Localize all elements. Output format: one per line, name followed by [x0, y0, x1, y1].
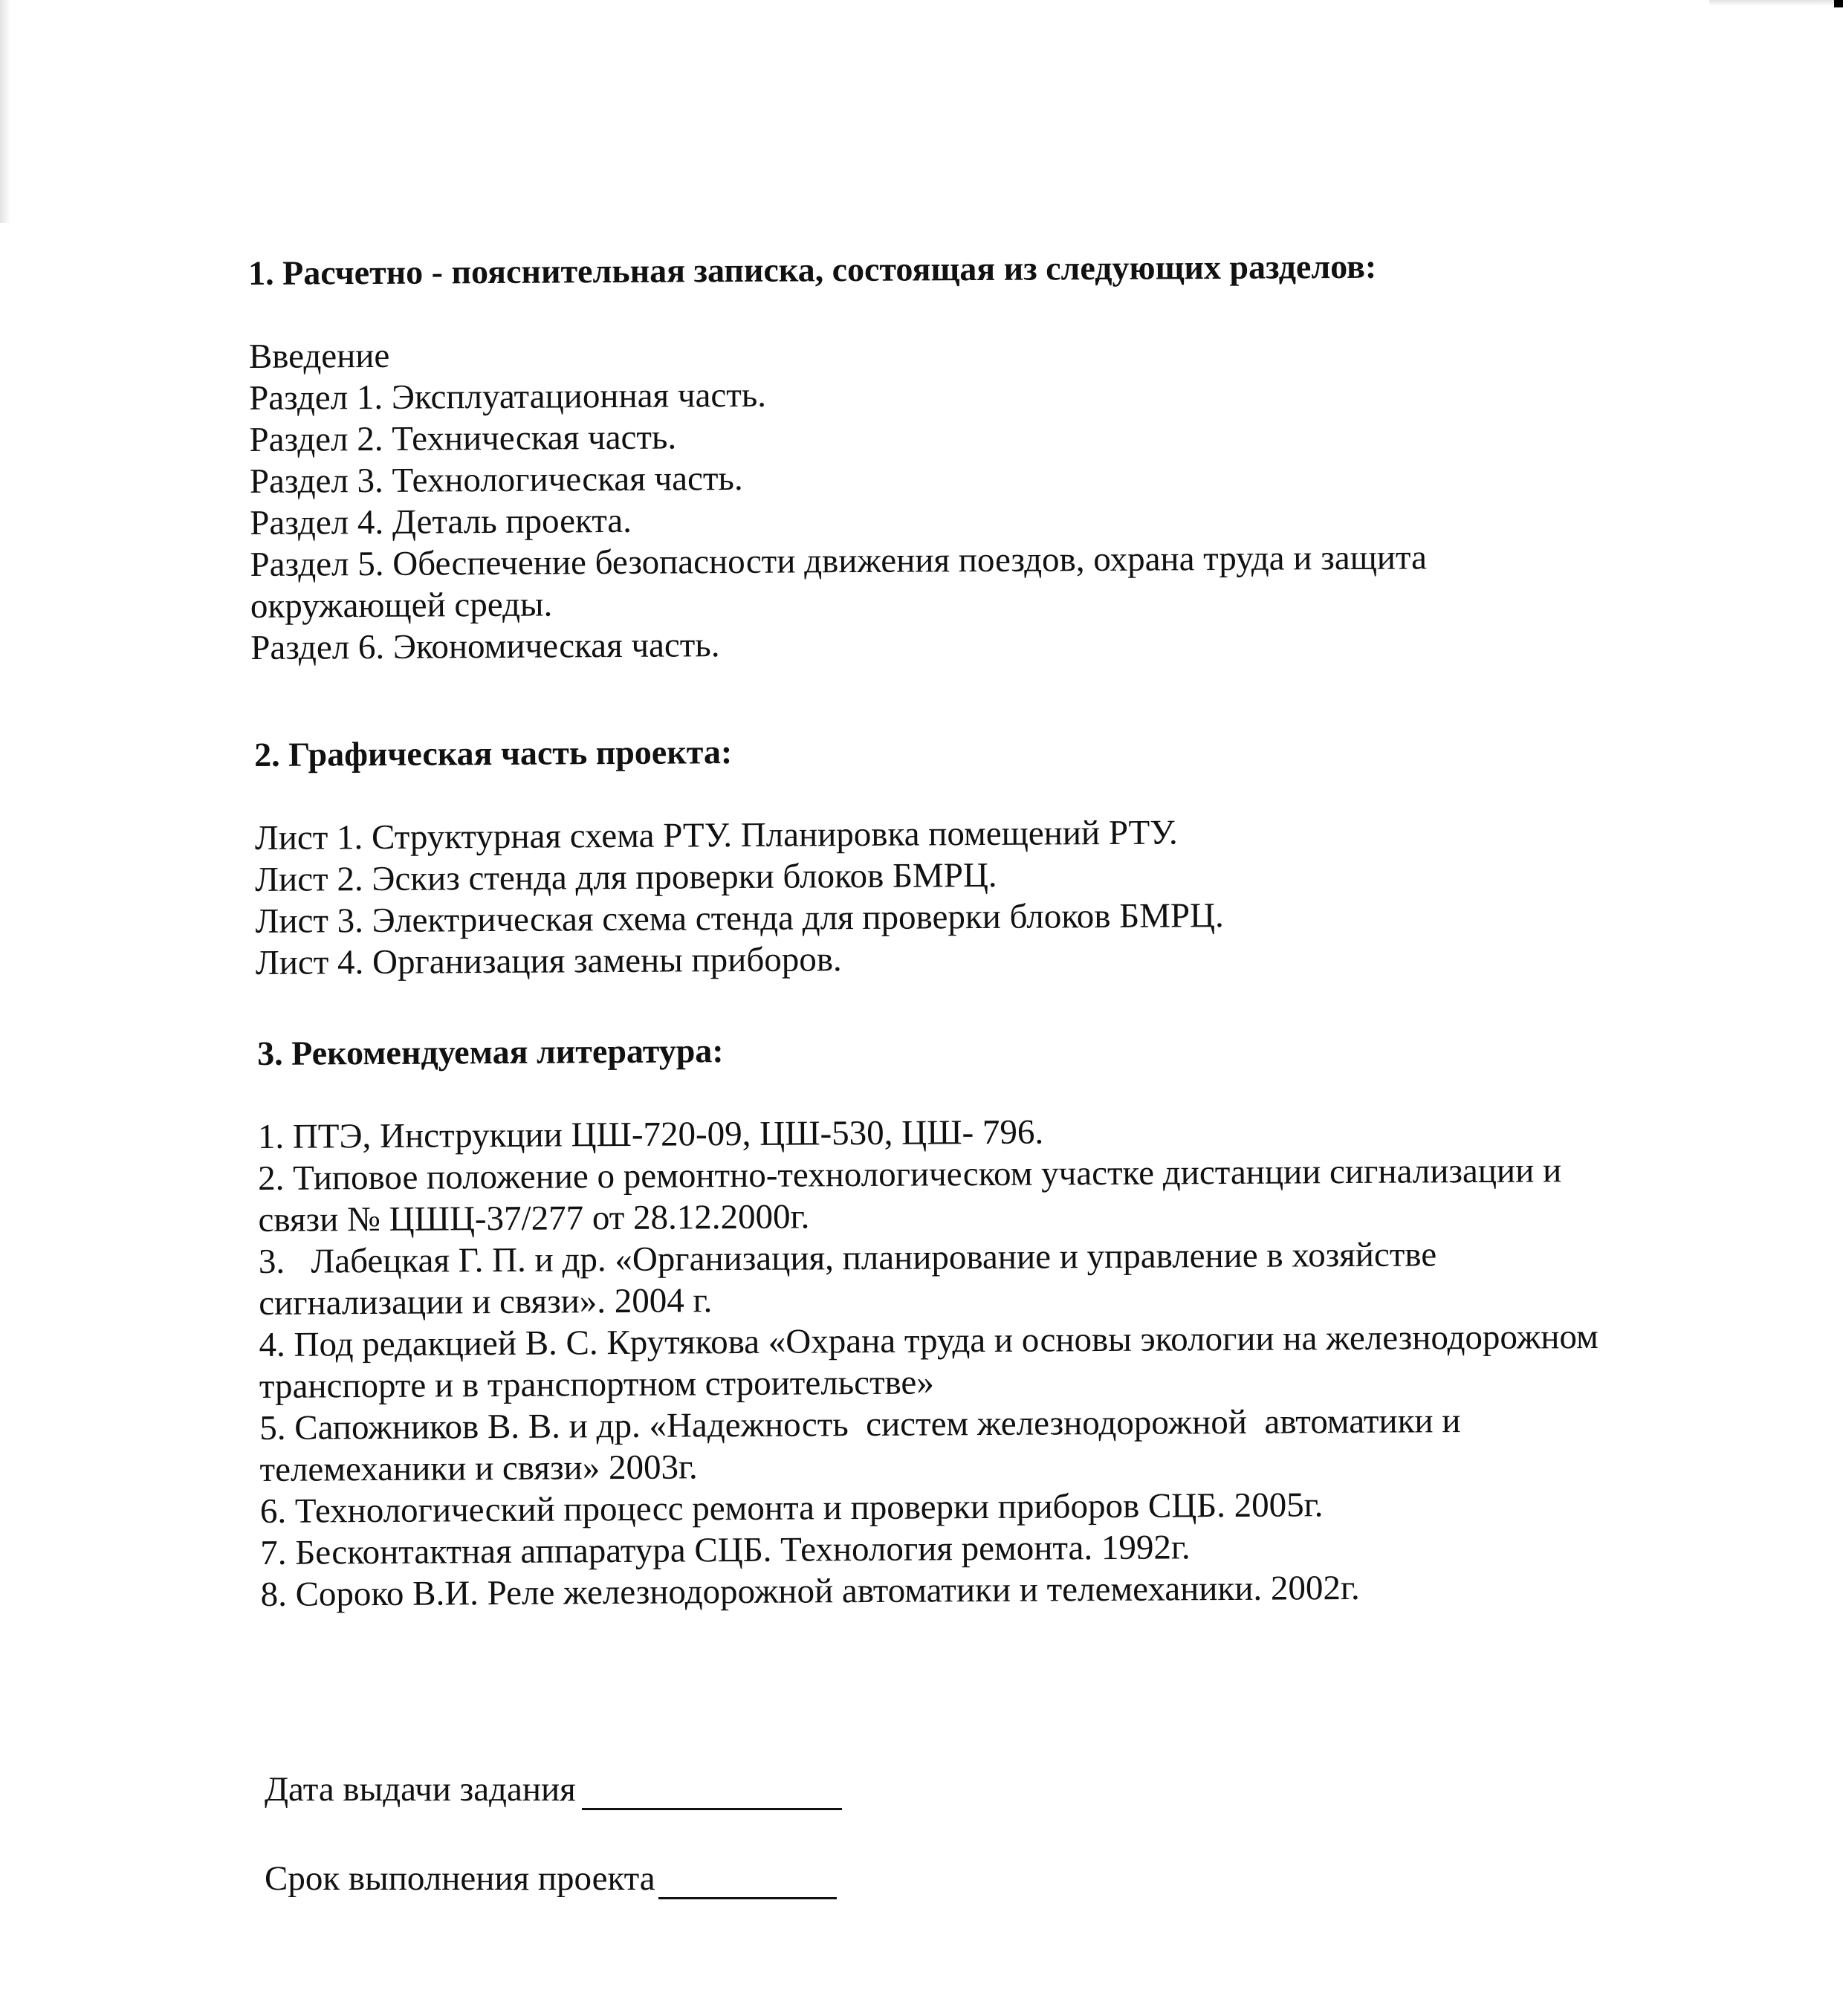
scan-corner-mark [1834, 0, 1843, 7]
reference-item-continuation: сигнализации и связи». 2004 г. [259, 1281, 713, 1323]
reference-item: 1. ПТЭ, Инструкции ЦШ-720-09, ЦШ-530, ЦШ- 796. [257, 1112, 1044, 1156]
reference-item: 4. Под редакцией В. С. Крутякова «Охрана труда и основы экологии на железнодорожном [259, 1317, 1599, 1364]
reference-item: 7. Бесконтактная аппаратура СЦБ. Технология ремонта. 1992г. [260, 1528, 1191, 1572]
list-item: Раздел 3. Технологическая часть. [249, 458, 743, 501]
deadline-field[interactable] [658, 1867, 837, 1899]
list-item: Раздел 4. Деталь проекта. [250, 501, 632, 542]
scan-edge-shadow [0, 0, 10, 223]
section-explanatory-note [248, 245, 1428, 669]
list-item: Раздел 2. Техническая часть. [249, 418, 677, 459]
deadline-row [265, 1858, 842, 1899]
reference-item: 2. Типовое положение о ремонтно-технологическом участке дистанции сигнализации и [258, 1151, 1562, 1198]
section-heading: 1. Расчетно - пояснительная записка, состоящая из следующих разделов: [248, 247, 1377, 292]
issue-date-field[interactable] [582, 1778, 842, 1810]
signature-block [265, 1769, 842, 1899]
reference-item: 6. Технологический процесс ремонта и проверки приборов СЦБ. 2005г. [259, 1485, 1324, 1531]
list-item: Лист 3. Электрическая схема стенда для проверки блоков БМРЦ. [255, 896, 1224, 941]
list-item: Раздел 6. Экономическая часть. [250, 626, 720, 667]
section-heading: 2. Графическая часть проекта: [254, 733, 733, 774]
list-item-continuation: окружающей среды. [250, 585, 553, 626]
reference-item: 8. Сороко В.И. Реле железнодорожной автоматики и телемеханики. 2002г. [260, 1568, 1360, 1614]
list-item: Раздел 5. Обеспечение безопасности движения поездов, охрана труда и защита [250, 538, 1428, 584]
list-item: Лист 2. Эскиз стенда для проверки блоков БМРЦ. [255, 855, 997, 899]
issue-date-label: Дата выдачи задания [265, 1770, 576, 1809]
list-item: Введение [248, 336, 390, 376]
deadline-label: Срок выполнения проекта [265, 1859, 655, 1898]
section-heading: 3. Рекомендуемая литература: [257, 1031, 724, 1072]
reference-item-continuation: телемеханики и связи» 2003г. [259, 1448, 698, 1489]
issue-date-row [265, 1769, 842, 1810]
list-item: Лист 4. Организация замены приборов. [255, 940, 842, 982]
section-graphic-part [254, 728, 1224, 984]
reference-item: 3. Лабецкая Г. П. и др. «Организация, планирование и управление в хозяйстве [258, 1235, 1437, 1281]
reference-item-continuation: транспорте и в транспортном строительстве» [259, 1363, 934, 1406]
reference-item-continuation: связи № ЦШЦ-37/277 от 28.12.2000г. [258, 1197, 810, 1239]
section-recommended-literature [257, 1025, 1600, 1615]
list-item: Раздел 1. Эксплуатационная часть. [249, 375, 767, 418]
list-item: Лист 1. Структурная схема РТУ. Планировка помещений РТУ. [254, 813, 1178, 858]
reference-item: 5. Сапожников В. В. и др. «Надежность систем железнодорожной автоматики и [259, 1401, 1461, 1448]
scan-edge-shadow-top [1709, 0, 1836, 6]
